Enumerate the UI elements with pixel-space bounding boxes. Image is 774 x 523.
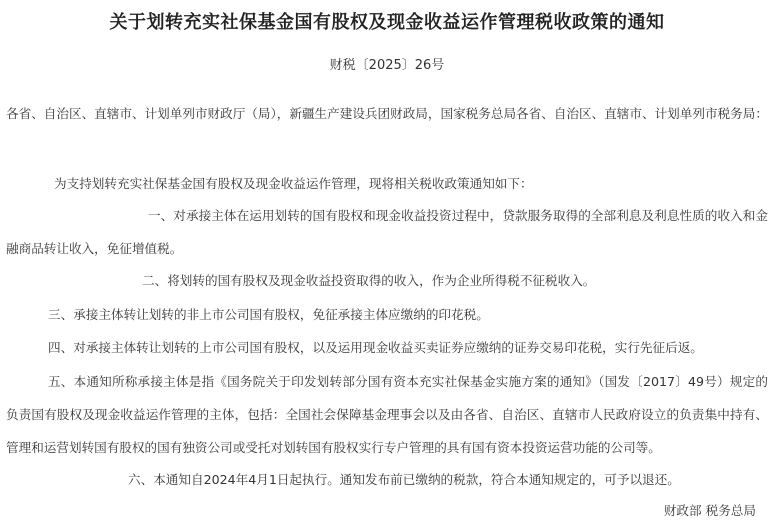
policy-item-2: 二、将划转的国有股权及现金收益投资取得的收入，作为企业所得税不征税收入。 [142,273,596,288]
document-title: 关于划转充实社保基金国有股权及现金收益运作管理税收政策的通知 [109,12,665,33]
policy-item-6: 六、本通知自2024年4月1日起执行。通知发布前已缴纳的税款，符合本通知规定的，可予以退还。 [128,472,680,487]
document-number: 财税〔2025〕26号 [329,58,445,73]
issuer-signature: 财政部 税务总局 [663,503,756,518]
recipients-paragraph: 各省、自治区、直辖市、计划单列市财政厅（局），新疆生产建设兵团财政局，国家税务总局各省、自治区、直辖市、计划单列市税务局： [6,106,768,121]
intro-paragraph: 为支持划转充实社保基金国有股权及现金收益运作管理，现将相关税收政策通知如下： [54,176,533,191]
policy-item-3: 三、承接主体转让划转的非上市公司国有股权，免征承接主体应缴纳的印花税。 [48,307,489,322]
policy-item-4: 四、对承接主体转让划转的上市公司国有股权，以及运用现金收益买卖证券应缴纳的证券交易印花税，实行先征后返。 [48,340,703,355]
policy-item-1: 一、对承接主体在运用划转的国有股权和现金收益投资过程中，贷款服务取得的全部利息及利息性质的收入和金融商品转让收入，免征增值税。 [6,208,768,256]
policy-item-5: 五、本通知所称承接主体是指《国务院关于印发划转部分国有资本充实社保基金实施方案的通知》（国发〔2017〕49号）规定的负责国有股权及现金收益运作管理的主体，包括：全国社会保障基金理事会以及由各省、自治区、直辖市人民政府设立的负责集中持有、管理和运营划转国有股权的国有独资公司或受托对划转国有股权实行专户管理的具有国有资本投资运营功能的公司等。 [6,374,768,455]
